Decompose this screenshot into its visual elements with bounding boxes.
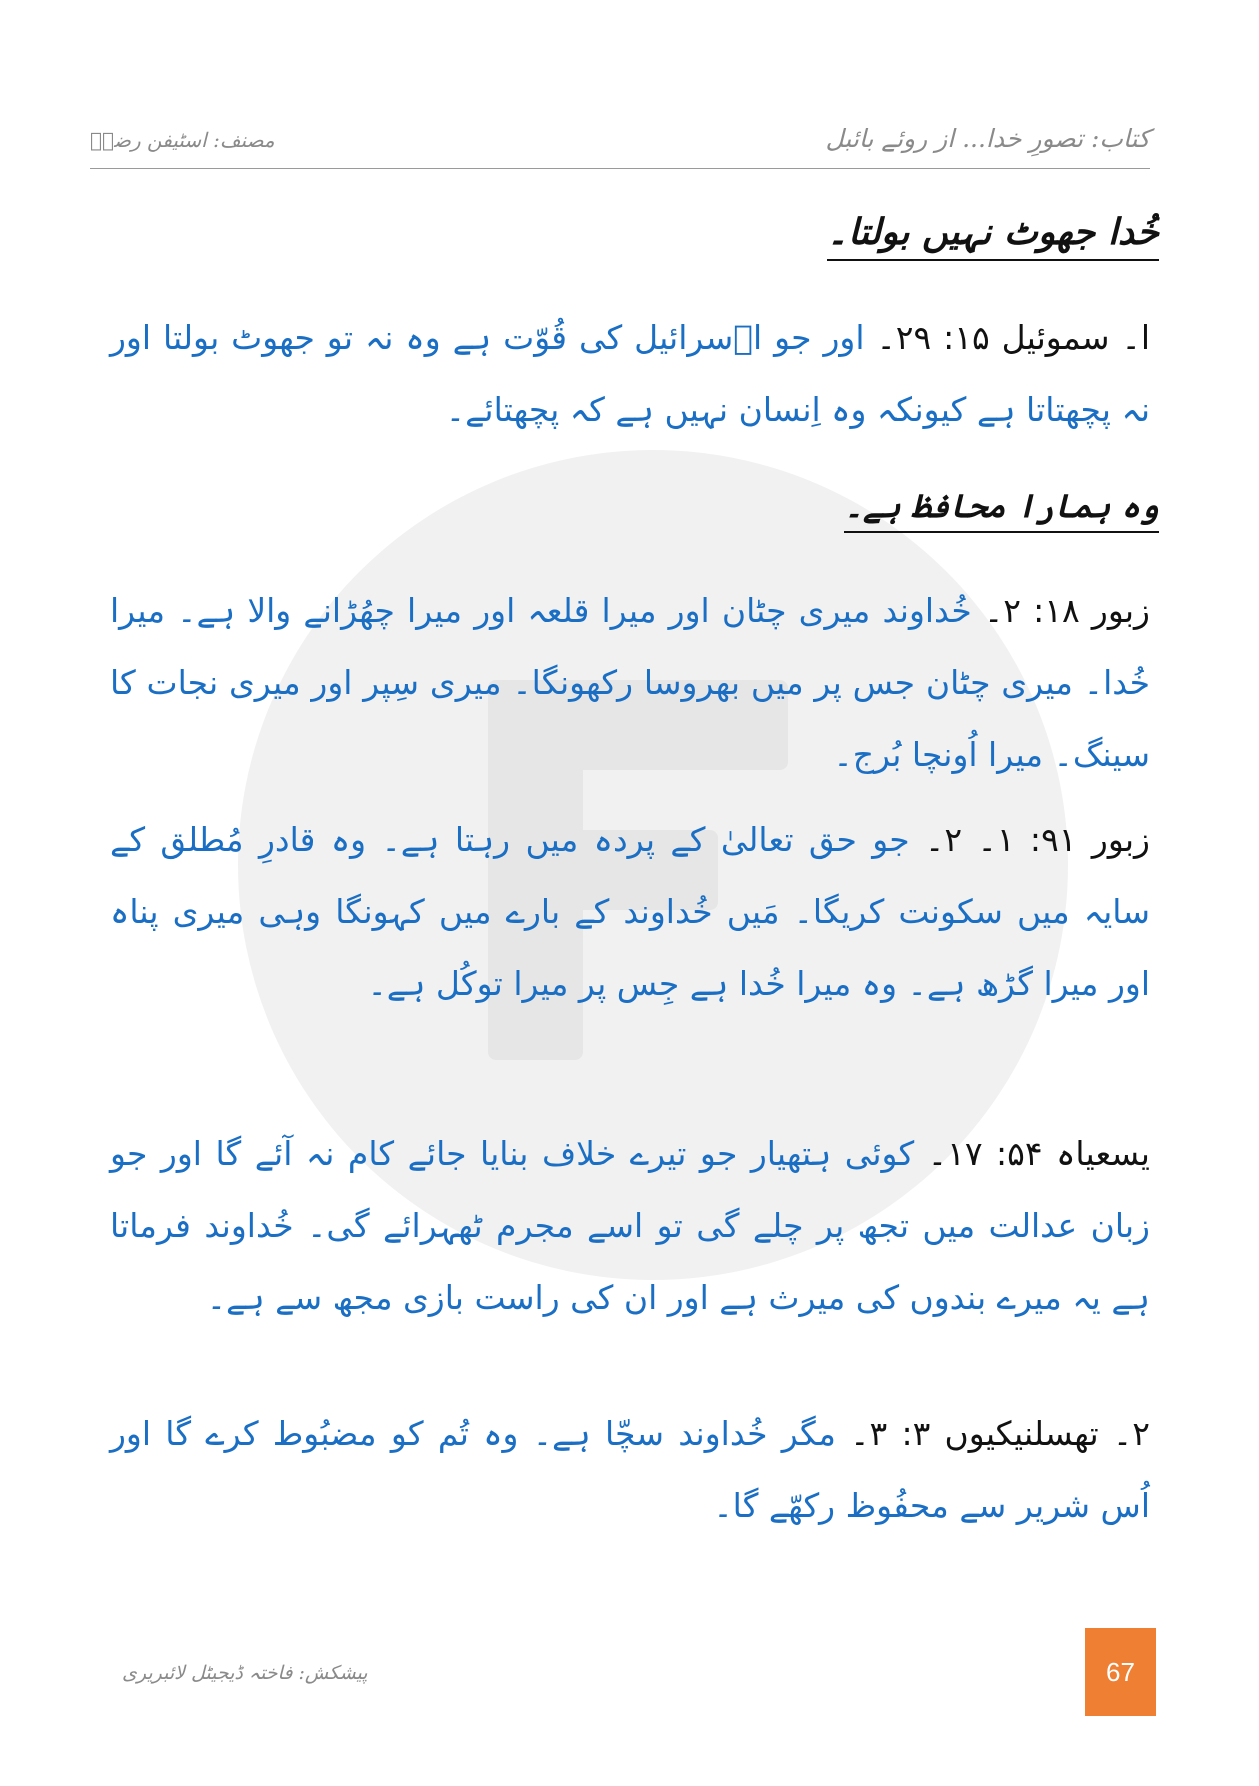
verse-reference: زبور ۱۸: ۲۔ (983, 591, 1150, 630)
verse-text: اور جو اؔسرائیل کی قُوّت ہے وہ نہ تو جھوٹ بولتا اور نہ پچھتاتا ہے کیونکہ وہ اِنسان نہیں ہے کہ پچھتائے۔ (110, 318, 1150, 429)
paragraph-1 (110, 302, 1150, 446)
verse-reference: زبور ۹۱: ۱۔ ۲۔ (925, 820, 1150, 859)
section-heading-2: وہ ہمارا محافظ ہے۔ (844, 487, 1159, 533)
verse-reference: ا۔ سموئیل ۱۵: ۲۹۔ (876, 318, 1150, 357)
paragraph-2 (110, 575, 1150, 791)
page-number-badge: 67 (1085, 1628, 1156, 1716)
page-header (90, 118, 1150, 169)
section-heading-1: خُدا جھوٹ نہیں بولتا۔ (827, 212, 1159, 261)
verse-reference: ۲۔ تھسلنیکیوں ۳: ۳۔ (850, 1414, 1150, 1453)
book-title: کتاب: تصورِ خدا... از روئے بائبل (825, 124, 1150, 153)
paragraph-3 (110, 804, 1150, 1020)
paragraph-5 (110, 1398, 1150, 1542)
author-name: مصنف: اسٹیفن رضاؔ (90, 128, 275, 152)
paragraph-4 (110, 1118, 1150, 1334)
verse-text: جو حق تعالیٰ کے پردہ میں رہتا ہے۔ وہ قادرِ مُطلق کے سایہ میں سکونت کریگا۔ مَیں خُداوند کے بارے میں کہونگا وہی میری پناہ اور میرا گڑھ ہے۔ وہ میرا خُدا ہے جِس پر میرا توکُل ہے۔ (110, 820, 1150, 1003)
footer-presented-by: پیشکش: فاختہ ڈیجیٹل لائبریری (122, 1662, 368, 1684)
verse-text: مگر خُداوند سچّا ہے۔ وہ تُم کو مضبُوط کرے گا اور اُس شریر سے محفُوظ رکھّے گا۔ (110, 1414, 1150, 1525)
verse-reference: یسعیاہ ۵۴: ۱۷۔ (927, 1134, 1150, 1173)
verse-text: خُداوند میری چٹان اور میرا قلعہ اور میرا چھُڑانے والا ہے۔ میرا خُدا۔ میری چٹان جس پر میں بھروسا رکھونگا۔ میری سِپر اور میری نجات کا سینگ۔ میرا اُونچا بُرج۔ (110, 591, 1150, 774)
verse-text: کوئی ہتھیار جو تیرے خلاف بنایا جائے کام نہ آئے گا اور جو زبان عدالت میں تجھ پر چلے گی تو اسے مجرم ٹھہرائے گی۔ خُداوند فرماتا ہے یہ میرے بندوں کی میرث ہے اور ان کی راست بازی مجھ سے ہے۔ (110, 1134, 1150, 1317)
